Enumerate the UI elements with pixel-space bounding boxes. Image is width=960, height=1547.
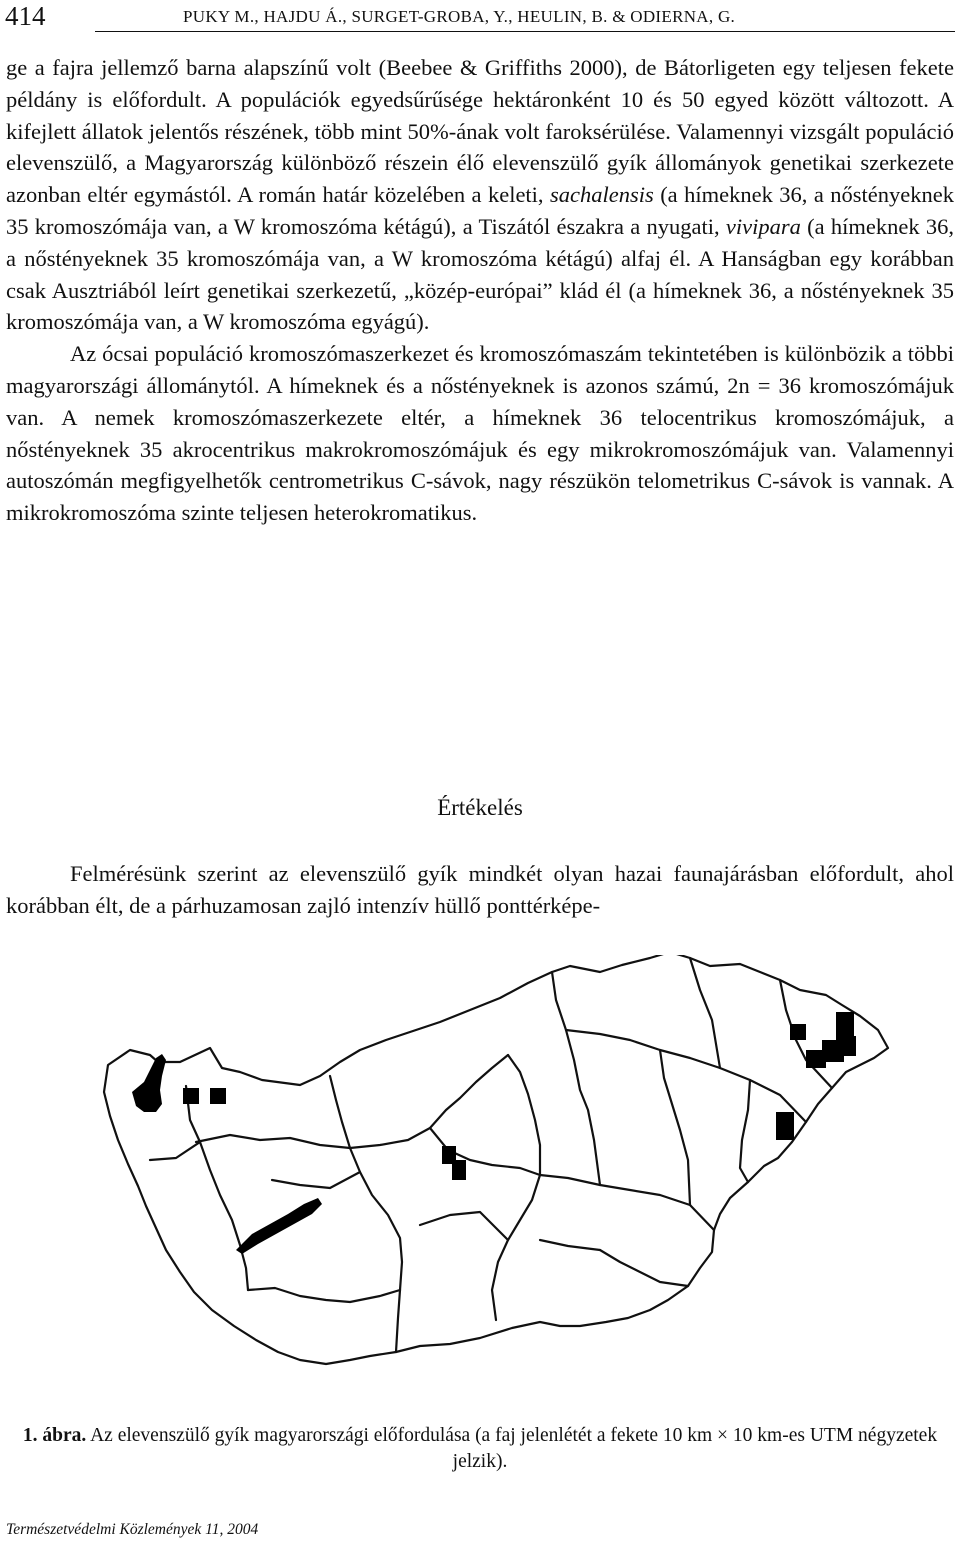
running-head-authors: PUKY M., HAJDU Á., SURGET-GROBA, Y., HEULIN, B. & ODIERNA, G. (183, 7, 736, 26)
county-boundaries (104, 955, 888, 1364)
occurrence-square (790, 1024, 806, 1040)
journal-footer: Természetvédelmi Közlemények 11, 2004 (6, 1521, 259, 1538)
taxon-vivipara: vivipara (725, 213, 801, 239)
occurrence-hansag (132, 1054, 166, 1112)
paragraph-3: Felmérésünk szerint az elevenszülő gyík mindkét olyan hazai faunajárásban előfordult, ahol korábban élt, de a párhuzamosan zajló intenzív hüllő ponttérképe- (6, 861, 954, 918)
page-header (0, 0, 960, 38)
occurrence-square (183, 1088, 199, 1104)
occurrence-squares (132, 1012, 856, 1254)
hungary-distribution-map (0, 955, 960, 1395)
occurrence-square (776, 1112, 794, 1140)
occurrence-square (844, 1036, 856, 1056)
figure-caption (6, 1423, 954, 1475)
paragraph-1-part-3: (a hímeknek 36, a nőstényeknek 35 kromoszómája van, a W kromoszóma kétágú) alfaj él. A Hanságban egy korábban csak Ausztriából leírt genetikai szerkezetű, „közép-európai” klád él (a hímeknek 36, a nőstényeknek 35 kromoszómája van, a W kromoszóma egyágú). (6, 213, 954, 335)
figure-caption-label: 1. ábra. (22, 1425, 87, 1446)
header-rule (95, 31, 955, 32)
figure-caption-text: Az elevenszülő gyík magyarországi előfordulása (a faj jelenlétét a fekete 10 km × 10 km-es UTM négyzetek jelzik). (86, 1425, 938, 1472)
paragraph-1-part-2: (a hímeknek 36, a nőstényeknek 35 kromoszómája van, a W kromoszóma kétágú), a Tiszától északra a nyugati, (6, 182, 954, 239)
lake-balaton (236, 1198, 322, 1254)
paragraph-1 (6, 52, 954, 338)
occurrence-square (452, 1160, 466, 1180)
paragraph-2: Az ócsai populáció kromoszómaszerkezet és kromoszómaszám tekintetében is különbözik a többi magyarországi állománytól. A hímeknek és a nőstényeknek is azonos számú, 2n = 36 kromoszómájuk van. A nemek kromoszómaszerkezete eltér, a hímeknek 36 telocentrikus kromoszómájuk, a nőstényeknek 35 akrocentrikus makrokromoszómájuk és egy mikrokromoszómájuk van. Valamennyi autoszómán megfigyelhetők centrometrikus C-sávok, nagy részükön telometrikus C-sávok is vannak. A mikrokromoszóma szinte teljesen heterokromatikus. (6, 341, 954, 526)
taxon-sachalensis: sachalensis (550, 182, 654, 208)
body-text-lower (6, 858, 954, 922)
body-text-upper (6, 52, 954, 529)
section-title-ertekeles: Értékelés (437, 795, 523, 820)
paragraph-1-part-1: ge a fajra jellemző barna alapszínű volt (Beebee & Griffiths 2000), de Bátorligeten egy teljesen fekete példány is előfordult. A populációk egyedsűrűsége hektáronként 10 és 50 egyed között változott. A kifejlett állatok jelentős részének, több mint 50%-ának volt faroksérülése. Valamennyi vizsgált populáció elevenszülő, a Magyarország különböző részein élő elevenszülő gyík állományok genetikai szerkezete azonban eltér egymástól. A román határ közelében a keleti, (6, 55, 954, 208)
country-outline (104, 955, 888, 1364)
page-number: 414 (5, 1, 46, 31)
occurrence-square (806, 1050, 826, 1068)
occurrence-square (210, 1088, 226, 1104)
